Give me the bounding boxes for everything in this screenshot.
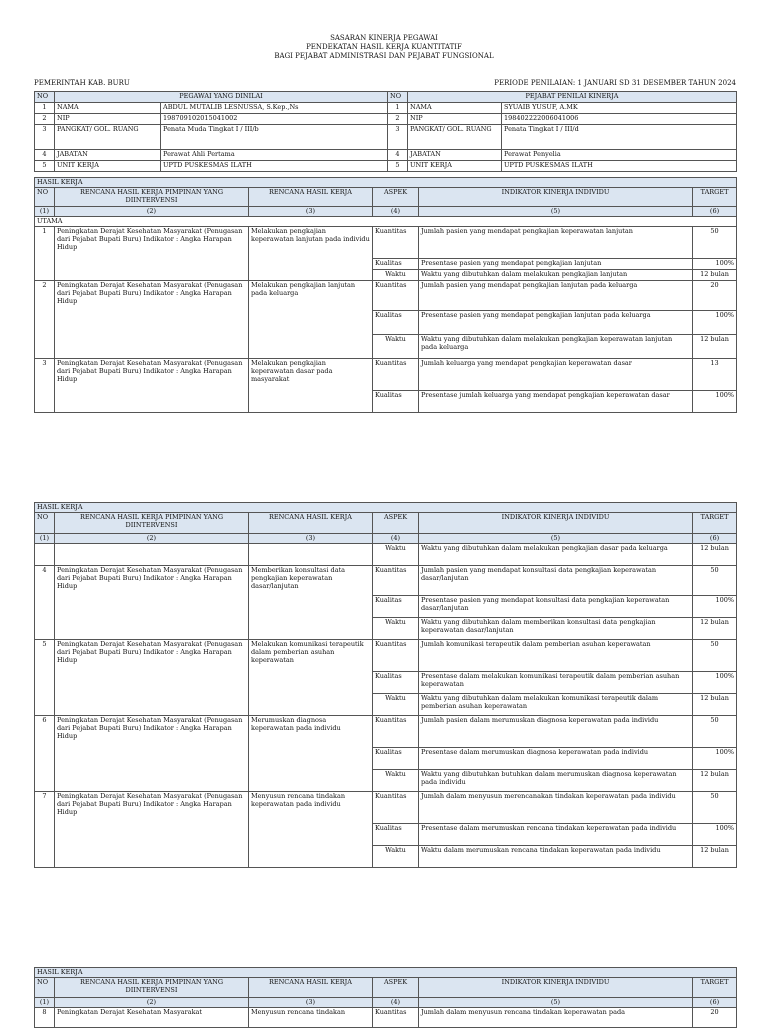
aspek-waktu: Waktu: [373, 694, 419, 716]
target: 12 bulan: [693, 694, 737, 716]
identity-row: [35, 161, 737, 172]
aspek-kualitas: Kualitas: [373, 391, 419, 413]
item-rhk: Melakukan komunikasi terapeutik dalam pemberian asuhan keperawatan: [249, 640, 373, 716]
table-row: [35, 227, 737, 259]
target: 100%: [693, 672, 737, 694]
id-no: 3: [35, 125, 55, 150]
item-pimpinan: Peningkatan Derajat Kesehatan Masyarakat (Penugasan dari Pejabat Bupati Buru) Indikator : Angka Harapan Hidup: [55, 792, 249, 868]
target: 50: [693, 640, 737, 672]
col-target: TARGET: [693, 978, 737, 998]
indikator: Waktu yang dibutuhkan dalam melakukan komunikasi terapeutik dalam pemberian asuhan keperawatan: [419, 694, 693, 716]
item-pimpinan: Peningkatan Derajat Kesehatan Masyarakat (Penugasan dari Pejabat Bupati Buru) Indikator : Angka Harapan Hidup: [55, 566, 249, 640]
indikator: Jumlah pasien dalam merumuskan diagnosa keperawatan pada individu: [419, 716, 693, 748]
id-no: 5: [388, 161, 408, 172]
indikator: Jumlah pasien yang mendapat pengkajian lanjutan pada keluarga: [419, 281, 693, 311]
penilai-header: PEJABAT PENILAI KINERJA: [408, 92, 737, 103]
id-label: UNIT KERJA: [55, 161, 161, 172]
col-no: NO: [35, 188, 55, 207]
aspek-kualitas: Kualitas: [373, 259, 419, 270]
col-target: TARGET: [693, 513, 737, 534]
penilai-value: UPTD PUSKESMAS ILATH: [502, 161, 737, 172]
target: 50: [693, 227, 737, 259]
col-num: (6): [693, 534, 737, 544]
col-num: (4): [373, 998, 419, 1008]
section-header: HASIL KERJA: [35, 968, 737, 978]
item-rhk: Menyusun rencana tindakan keperawatan pada individu: [249, 792, 373, 868]
item-rhk: Melakukan pengkajian lanjutan pada keluarga: [249, 281, 373, 359]
indikator: Jumlah pasien yang mendapat konsultasi data pengkajian keperawatan dasar/lanjutan: [419, 566, 693, 596]
item-no: 2: [35, 281, 55, 359]
target: 100%: [693, 391, 737, 413]
item-rhk: Merumuskan diagnosa keperawatan pada individu: [249, 716, 373, 792]
id-label: NAMA: [408, 103, 502, 114]
item-no: 3: [35, 359, 55, 413]
aspek-kuantitas: Kuantitas: [373, 281, 419, 311]
penilai-value: Penata Tingkat I / III/d: [502, 125, 737, 150]
table-row: [35, 1008, 737, 1028]
target: 50: [693, 792, 737, 824]
col-num: (2): [55, 534, 249, 544]
item-pimpinan: Peningkatan Derajat Kesehatan Masyarakat (Penugasan dari Pejabat Bupati Buru) Indikator : Angka Harapan Hidup: [55, 716, 249, 792]
indikator: Presentase dalam merumuskan diagnosa keperawatan pada individu: [419, 748, 693, 770]
indikator: Jumlah dalam menyusun merencanakan tindakan keperawatan pada individu: [419, 792, 693, 824]
target: 12 bulan: [693, 270, 737, 281]
col-num: (2): [55, 207, 249, 217]
col-num: (6): [693, 998, 737, 1008]
item-pimpinan: Peningkatan Derajat Kesehatan Masyarakat (Penugasan dari Pejabat Bupati Buru) Indikator : Angka Harapan Hidup: [55, 359, 249, 413]
col-rhk-pimpinan: RENCANA HASIL KERJA PIMPINAN YANG DIINTERVENSI: [55, 188, 249, 207]
target: 12 bulan: [693, 544, 737, 566]
target: 12 bulan: [693, 335, 737, 359]
aspek-waktu: Waktu: [373, 770, 419, 792]
target: 50: [693, 566, 737, 596]
col-indikator: INDIKATOR KINERJA INDIVIDU: [419, 513, 693, 534]
col-num: (1): [35, 998, 55, 1008]
pegawai-value: Penata Muda Tingkat I / III/b: [161, 125, 388, 150]
target: 12 bulan: [693, 846, 737, 868]
table-row: [35, 359, 737, 391]
id-no: 4: [388, 150, 408, 161]
col-num: (5): [419, 998, 693, 1008]
id-no: 1: [35, 103, 55, 114]
penilai-value: 198402222006041006: [502, 114, 737, 125]
aspek-kualitas: Kualitas: [373, 748, 419, 770]
target: 12 bulan: [693, 618, 737, 640]
identity-row: [35, 150, 737, 161]
col-num: (6): [693, 207, 737, 217]
aspek-kuantitas: Kuantitas: [373, 227, 419, 259]
item-rhk: Memberikan konsultasi data pengkajian keperawatan dasar/lanjutan: [249, 566, 373, 640]
aspek-kuantitas: Kuantitas: [373, 359, 419, 391]
table-row: [35, 716, 737, 748]
col-num: (2): [55, 998, 249, 1008]
indikator: Jumlah keluarga yang mendapat pengkajian keperawatan dasar: [419, 359, 693, 391]
item-rhk: Melakukan pengkajian keperawatan lanjutan pada individu: [249, 227, 373, 281]
aspek-kualitas: Kualitas: [373, 672, 419, 694]
col-rhk-pimpinan: RENCANA HASIL KERJA PIMPINAN YANG DIINTERVENSI: [55, 978, 249, 998]
item-pimpinan: Peningkatan Derajat Kesehatan Masyarakat (Penugasan dari Pejabat Bupati Buru) Indikator : Angka Harapan Hidup: [55, 227, 249, 281]
item-no: 7: [35, 792, 55, 868]
indikator: Presentase dalam melakukan komunikasi terapeutik dalam pemberian asuhan keperawatan: [419, 672, 693, 694]
table-row: [35, 281, 737, 311]
pegawai-value: UPTD PUSKESMAS ILATH: [161, 161, 388, 172]
pegawai-value: ABDUL MUTALIB LESNUSSA, S.Kep.,Ns: [161, 103, 388, 114]
indikator: Waktu yang dibutuhkan dalam memberikan konsultasi data pengkajian keperawatan dasar/lanjutan: [419, 618, 693, 640]
identity-row: [35, 125, 737, 150]
indikator: Waktu yang dibutuhkan dalam melakukan pengkajian lanjutan: [419, 270, 693, 281]
item-no: 6: [35, 716, 55, 792]
target: 100%: [693, 311, 737, 335]
aspek-kuantitas: Kuantitas: [373, 792, 419, 824]
id-label: NIP: [408, 114, 502, 125]
col-no: NO: [35, 513, 55, 534]
id-label: JABATAN: [55, 150, 161, 161]
item-no: 4: [35, 566, 55, 640]
col-num: (3): [249, 207, 373, 217]
col-num: (1): [35, 534, 55, 544]
target: 20: [693, 281, 737, 311]
id-no: 4: [35, 150, 55, 161]
doc-title: [0, 34, 768, 61]
item-no: 1: [35, 227, 55, 281]
indikator: Presentase pasien yang mendapat konsultasi data pengkajian keperawatan dasar/lanjutan: [419, 596, 693, 618]
col-aspek: ASPEK: [373, 188, 419, 207]
penilai-value: SYUAIB YUSUF, A.MK: [502, 103, 737, 114]
item-no: 5: [35, 640, 55, 716]
identity-row: [35, 103, 737, 114]
col-num: (1): [35, 207, 55, 217]
period-label: PERIODE PENILAIAN: 1 JANUARI SD 31 DESEMBER TAHUN 2024: [494, 79, 736, 87]
id-no: 2: [388, 114, 408, 125]
indikator: Presentase pasien yang mendapat pengkajian lanjutan: [419, 259, 693, 270]
title-line-2: PENDEKATAN HASIL KERJA KUANTITATIF: [306, 43, 462, 51]
id-label: PANGKAT/ GOL. RUANG: [55, 125, 161, 150]
indikator: Waktu dalam merumuskan rencana tindakan keperawatan pada individu: [419, 846, 693, 868]
indikator: Presentase pasien yang mendapat pengkajian lanjutan pada keluarga: [419, 311, 693, 335]
aspek-kuantitas: Kuantitas: [373, 640, 419, 672]
target: 100%: [693, 596, 737, 618]
col-no: NO: [35, 978, 55, 998]
target: 100%: [693, 748, 737, 770]
target: 100%: [693, 824, 737, 846]
item-rhk: Menyusun rencana tindakan: [249, 1008, 373, 1028]
indikator: Presentase dalam merumuskan rencana tindakan keperawatan pada individu: [419, 824, 693, 846]
indikator: Waktu yang dibutuhkan dalam melakukan pengkajian keperawatan lanjutan pada keluarga: [419, 335, 693, 359]
id-label: JABATAN: [408, 150, 502, 161]
col-rhk: RENCANA HASIL KERJA: [249, 978, 373, 998]
utama-label: UTAMA: [35, 217, 737, 227]
col-num: (5): [419, 207, 693, 217]
indikator: Jumlah pasien yang mendapat pengkajian keperawatan lanjutan: [419, 227, 693, 259]
id-no: 2: [35, 114, 55, 125]
item-pimpinan: Peningkatan Derajat Kesehatan Masyarakat (Penugasan dari Pejabat Bupati Buru) Indikator : Angka Harapan Hidup: [55, 281, 249, 359]
id-label: NAMA: [55, 103, 161, 114]
aspek-waktu: Waktu: [373, 270, 419, 281]
table-row: [35, 544, 737, 566]
aspek-kuantitas: Kuantitas: [373, 716, 419, 748]
id-no-header: NO: [388, 92, 408, 103]
col-num: (3): [249, 998, 373, 1008]
item-pimpinan: Peningkatan Derajat Kesehatan Masyarakat: [55, 1008, 249, 1028]
pegawai-header: PEGAWAI YANG DINILAI: [55, 92, 388, 103]
id-label: UNIT KERJA: [408, 161, 502, 172]
section-header: HASIL KERJA: [35, 503, 737, 513]
title-line-3: BAGI PEJABAT ADMINISTRASI DAN PEJABAT FUNGSIONAL: [274, 52, 494, 60]
section-header: HASIL KERJA: [35, 178, 737, 188]
table-row: [35, 792, 737, 824]
col-num: (5): [419, 534, 693, 544]
pegawai-value: Perawat Ahli Pertama: [161, 150, 388, 161]
item-no: 8: [35, 1008, 55, 1028]
aspek-waktu: Waktu: [373, 544, 419, 566]
id-no: 5: [35, 161, 55, 172]
penilai-value: Perawat Penyelia: [502, 150, 737, 161]
target: 13: [693, 359, 737, 391]
hasil-kerja-table-page2: [34, 502, 737, 868]
item-rhk: Melakukan pengkajian keperawatan dasar pada masyarakat: [249, 359, 373, 413]
aspek-waktu: Waktu: [373, 335, 419, 359]
col-indikator: INDIKATOR KINERJA INDIVIDU: [419, 978, 693, 998]
table-row: [35, 566, 737, 596]
hasil-kerja-table-page3: [34, 967, 737, 1028]
identity-table: [34, 91, 737, 172]
aspek-kualitas: Kualitas: [373, 311, 419, 335]
col-target: TARGET: [693, 188, 737, 207]
col-num: (4): [373, 207, 419, 217]
target: 12 bulan: [693, 770, 737, 792]
indikator: Presentase jumlah keluarga yang mendapat pengkajian keperawatan dasar: [419, 391, 693, 413]
target: 100%: [693, 259, 737, 270]
target: 20: [693, 1008, 737, 1028]
id-label: PANGKAT/ GOL. RUANG: [408, 125, 502, 150]
indikator: Jumlah komunikasi terapeutik dalam pemberian asuhan keperawatan: [419, 640, 693, 672]
aspek-waktu: Waktu: [373, 618, 419, 640]
col-indikator: INDIKATOR KINERJA INDIVIDU: [419, 188, 693, 207]
aspek-waktu: Waktu: [373, 846, 419, 868]
id-no: 3: [388, 125, 408, 150]
indikator: Waktu yang dibutuhkan butuhkan dalam merumuskan diagnosa keperawatan pada individu: [419, 770, 693, 792]
col-num: (4): [373, 534, 419, 544]
indikator: Waktu yang dibutuhkan dalam melakukan pengkajian dasar pada keluarga: [419, 544, 693, 566]
aspek-kualitas: Kualitas: [373, 824, 419, 846]
col-num: (3): [249, 534, 373, 544]
id-label: NIP: [55, 114, 161, 125]
target: 50: [693, 716, 737, 748]
aspek-kuantitas: Kuantitas: [373, 1008, 419, 1028]
item-pimpinan: Peningkatan Derajat Kesehatan Masyarakat (Penugasan dari Pejabat Bupati Buru) Indikator : Angka Harapan Hidup: [55, 640, 249, 716]
id-no-header: NO: [35, 92, 55, 103]
col-rhk: RENCANA HASIL KERJA: [249, 188, 373, 207]
pegawai-value: 198709102015041002: [161, 114, 388, 125]
col-aspek: ASPEK: [373, 978, 419, 998]
title-line-1: SASARAN KINERJA PEGAWAI: [330, 34, 438, 42]
id-no: 1: [388, 103, 408, 114]
aspek-kuantitas: Kuantitas: [373, 566, 419, 596]
identity-row: [35, 114, 737, 125]
aspek-kualitas: Kualitas: [373, 596, 419, 618]
col-rhk-pimpinan: RENCANA HASIL KERJA PIMPINAN YANG DIINTERVENSI: [55, 513, 249, 534]
hasil-kerja-table-page1: [34, 177, 737, 413]
government-label: PEMERINTAH KAB. BURU: [34, 79, 130, 87]
table-row: [35, 640, 737, 672]
col-rhk: RENCANA HASIL KERJA: [249, 513, 373, 534]
col-aspek: ASPEK: [373, 513, 419, 534]
indikator: Jumlah dalam menyusun rencana tindakan keperawatan pada: [419, 1008, 693, 1028]
